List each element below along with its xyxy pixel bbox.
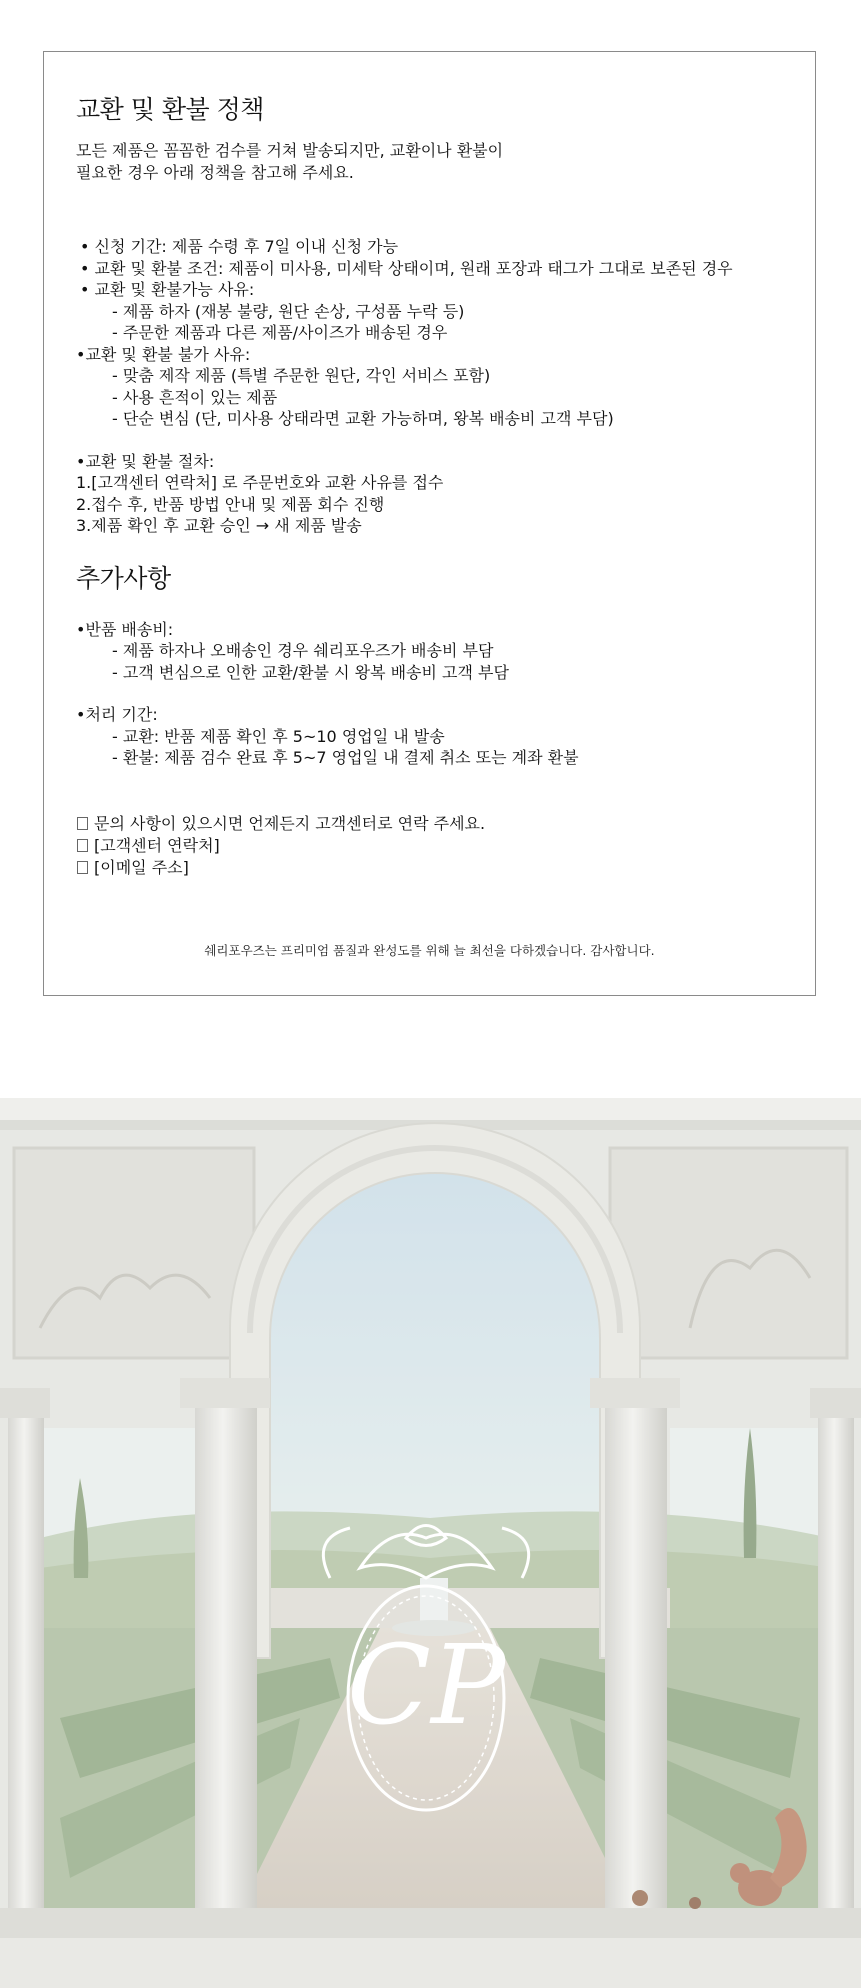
footer-note: 쉐리포우즈는 프리미엄 품질과 완성도를 위해 늘 최선을 다하겠습니다. 감사합니다. (204, 943, 655, 958)
checkbox-square-icon (77, 861, 88, 874)
policy-intro (76, 140, 783, 184)
processing-line: •처리 기간: (76, 705, 158, 724)
procedure-line: 2.접수 후, 반품 방법 안내 및 제품 회수 진행 (76, 494, 385, 514)
policy-line: - 주문한 제품과 다른 제품/사이즈가 배송된 경우 (112, 323, 448, 342)
policy-line: - 단순 변심 (단, 미사용 상태라면 교환 가능하며, 왕복 배송비 고객 부담) (112, 409, 614, 428)
checkbox-square-icon (77, 817, 88, 830)
policy-line: • 교환 및 환불 조건: 제품이 미사용, 미세탁 상태이며, 원래 포장과 태그가 그대로 보존된 경우 (80, 258, 733, 278)
policy-line: - 사용 흔적이 있는 제품 (112, 387, 278, 407)
policy-title: 교환 및 환불 정책 (76, 95, 264, 124)
policy-line: - 맞춤 제작 제품 (특별 주문한 원단, 각인 서비스 포함) (112, 366, 491, 385)
checkbox-square-icon (77, 839, 88, 852)
return-policy-box (43, 51, 816, 996)
frieze-panel-right (610, 1148, 847, 1358)
garden-arch-illustration (0, 1098, 861, 1988)
shipping-line: - 제품 하자나 오배송인 경우 쉐리포우즈가 배송비 부담 (112, 641, 494, 660)
frieze-panel-left (14, 1148, 254, 1358)
procedure-line: •교환 및 환불 절차: (76, 451, 215, 471)
monogram-text: CP (346, 1621, 506, 1749)
extra-title: 추가사항 (76, 563, 171, 593)
garden-scene-svg (0, 1098, 861, 1988)
contact-phone: [고객센터 연락처] (76, 835, 783, 857)
policy-intro-line: 필요한 경우 아래 정책을 참고해 주세요. (76, 163, 354, 182)
shipping-line: - 고객 변심으로 인한 교환/환불 시 왕복 배송비 고객 부담 (112, 662, 509, 682)
shipping-line: •반품 배송비: (76, 619, 174, 639)
processing-line: - 환불: 제품 검수 완료 후 5~7 영업일 내 결제 취소 또는 계좌 환불 (112, 748, 579, 767)
policy-line: •교환 및 환불 불가 사유: (76, 344, 251, 364)
processing-line: - 교환: 반품 제품 확인 후 5~10 영업일 내 발송 (112, 726, 445, 746)
policy-intro-line: 모든 제품은 꼼꼼한 검수를 거쳐 발송되지만, 교환이나 환불이 (76, 141, 504, 160)
policy-line: • 신청 기간: 제품 수령 후 7일 이내 신청 가능 (80, 237, 399, 256)
contact-email: [이메일 주소] (76, 857, 783, 879)
contact-line: 문의 사항이 있으시면 언제든지 고객센터로 연락 주세요. (76, 813, 783, 835)
policy-line: - 제품 하자 (재봉 불량, 원단 손상, 구성품 누락 등) (112, 301, 465, 321)
procedure-line: 1.[고객센터 연락처] 로 주문번호와 교환 사유를 접수 (76, 473, 444, 492)
procedure-line: 3.제품 확인 후 교환 승인 → 새 제품 발송 (76, 516, 362, 535)
stone-ledge (0, 1908, 861, 1938)
policy-line: • 교환 및 환불가능 사유: (80, 280, 255, 299)
